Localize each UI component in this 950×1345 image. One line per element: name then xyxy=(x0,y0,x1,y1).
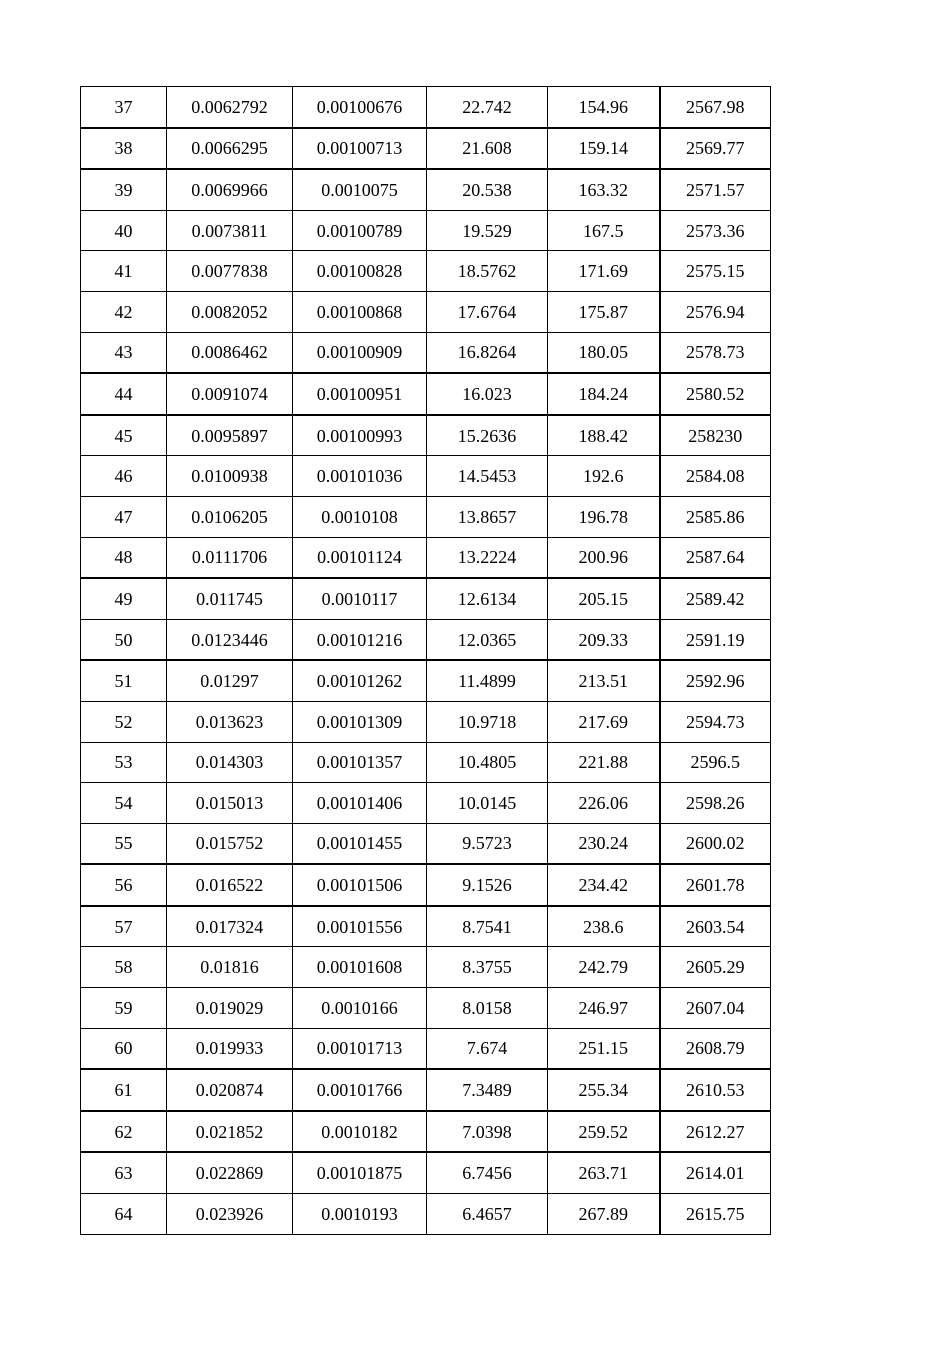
liquid-enthalpy-cell: 267.89 xyxy=(548,1194,660,1235)
pressure-cell: 0.021852 xyxy=(167,1111,293,1153)
vapor-specific-volume-cell: 16.023 xyxy=(427,373,548,415)
vapor-specific-volume-cell: 8.7541 xyxy=(427,906,548,947)
liquid-enthalpy-cell: 217.69 xyxy=(548,701,660,742)
pressure-cell: 0.015752 xyxy=(167,823,293,864)
liquid-specific-volume-cell: 0.00101713 xyxy=(293,1028,427,1069)
vapor-specific-volume-cell: 18.5762 xyxy=(427,251,548,292)
table-row xyxy=(81,988,771,1029)
pressure-cell: 0.0091074 xyxy=(167,373,293,415)
vapor-specific-volume-cell: 8.3755 xyxy=(427,947,548,988)
liquid-specific-volume-cell: 0.00101766 xyxy=(293,1069,427,1111)
pressure-cell: 0.019029 xyxy=(167,988,293,1029)
liquid-specific-volume-cell: 0.00101506 xyxy=(293,864,427,906)
pressure-cell: 0.0073811 xyxy=(167,210,293,251)
temperature-cell: 59 xyxy=(81,988,167,1029)
temperature-cell: 50 xyxy=(81,619,167,660)
vapor-enthalpy-cell: 2587.64 xyxy=(660,537,771,578)
table-row xyxy=(81,496,771,537)
pressure-cell: 0.0062792 xyxy=(167,87,293,128)
temperature-cell: 41 xyxy=(81,251,167,292)
vapor-enthalpy-cell: 2614.01 xyxy=(660,1152,771,1193)
vapor-enthalpy-cell: 2594.73 xyxy=(660,701,771,742)
temperature-cell: 56 xyxy=(81,864,167,906)
vapor-specific-volume-cell: 17.6764 xyxy=(427,291,548,332)
liquid-specific-volume-cell: 0.00101262 xyxy=(293,660,427,701)
vapor-enthalpy-cell: 2615.75 xyxy=(660,1194,771,1235)
liquid-specific-volume-cell: 0.00101124 xyxy=(293,537,427,578)
vapor-enthalpy-cell: 2607.04 xyxy=(660,988,771,1029)
vapor-specific-volume-cell: 9.5723 xyxy=(427,823,548,864)
table-row xyxy=(81,1194,771,1235)
vapor-enthalpy-cell: 2603.54 xyxy=(660,906,771,947)
pressure-cell: 0.017324 xyxy=(167,906,293,947)
liquid-enthalpy-cell: 163.32 xyxy=(548,169,660,210)
vapor-specific-volume-cell: 9.1526 xyxy=(427,864,548,906)
vapor-enthalpy-cell: 2585.86 xyxy=(660,496,771,537)
vapor-specific-volume-cell: 10.0145 xyxy=(427,783,548,824)
temperature-cell: 62 xyxy=(81,1111,167,1153)
vapor-specific-volume-cell: 15.2636 xyxy=(427,415,548,456)
liquid-enthalpy-cell: 213.51 xyxy=(548,660,660,701)
table-row xyxy=(81,783,771,824)
liquid-specific-volume-cell: 0.00100828 xyxy=(293,251,427,292)
vapor-specific-volume-cell: 7.674 xyxy=(427,1028,548,1069)
table-row xyxy=(81,415,771,456)
liquid-specific-volume-cell: 0.0010108 xyxy=(293,496,427,537)
vapor-enthalpy-cell: 2605.29 xyxy=(660,947,771,988)
liquid-enthalpy-cell: 175.87 xyxy=(548,291,660,332)
pressure-cell: 0.0095897 xyxy=(167,415,293,456)
temperature-cell: 57 xyxy=(81,906,167,947)
table-row xyxy=(81,373,771,415)
temperature-cell: 52 xyxy=(81,701,167,742)
table-row xyxy=(81,742,771,783)
table-row xyxy=(81,864,771,906)
vapor-enthalpy-cell: 2575.15 xyxy=(660,251,771,292)
liquid-enthalpy-cell: 154.96 xyxy=(548,87,660,128)
liquid-specific-volume-cell: 0.0010117 xyxy=(293,578,427,619)
pressure-cell: 0.0086462 xyxy=(167,332,293,373)
liquid-specific-volume-cell: 0.00100713 xyxy=(293,128,427,170)
liquid-specific-volume-cell: 0.00100951 xyxy=(293,373,427,415)
vapor-enthalpy-cell: 2601.78 xyxy=(660,864,771,906)
vapor-specific-volume-cell: 10.9718 xyxy=(427,701,548,742)
temperature-cell: 64 xyxy=(81,1194,167,1235)
pressure-cell: 0.0106205 xyxy=(167,496,293,537)
pressure-cell: 0.019933 xyxy=(167,1028,293,1069)
table-row xyxy=(81,128,771,170)
vapor-specific-volume-cell: 20.538 xyxy=(427,169,548,210)
liquid-specific-volume-cell: 0.00100868 xyxy=(293,291,427,332)
liquid-specific-volume-cell: 0.00101216 xyxy=(293,619,427,660)
vapor-specific-volume-cell: 13.8657 xyxy=(427,496,548,537)
table-row xyxy=(81,1028,771,1069)
pressure-cell: 0.022869 xyxy=(167,1152,293,1193)
temperature-cell: 51 xyxy=(81,660,167,701)
pressure-cell: 0.023926 xyxy=(167,1194,293,1235)
liquid-specific-volume-cell: 0.00101556 xyxy=(293,906,427,947)
pressure-cell: 0.0066295 xyxy=(167,128,293,170)
table-row xyxy=(81,906,771,947)
liquid-enthalpy-cell: 159.14 xyxy=(548,128,660,170)
table-row xyxy=(81,291,771,332)
liquid-specific-volume-cell: 0.0010182 xyxy=(293,1111,427,1153)
temperature-cell: 40 xyxy=(81,210,167,251)
vapor-specific-volume-cell: 6.4657 xyxy=(427,1194,548,1235)
vapor-enthalpy-cell: 2592.96 xyxy=(660,660,771,701)
vapor-specific-volume-cell: 16.8264 xyxy=(427,332,548,373)
vapor-enthalpy-cell: 2573.36 xyxy=(660,210,771,251)
vapor-enthalpy-cell: 2580.52 xyxy=(660,373,771,415)
liquid-specific-volume-cell: 0.00101406 xyxy=(293,783,427,824)
liquid-enthalpy-cell: 184.24 xyxy=(548,373,660,415)
vapor-specific-volume-cell: 21.608 xyxy=(427,128,548,170)
vapor-enthalpy-cell: 2571.57 xyxy=(660,169,771,210)
temperature-cell: 47 xyxy=(81,496,167,537)
table-row xyxy=(81,1069,771,1111)
vapor-specific-volume-cell: 11.4899 xyxy=(427,660,548,701)
temperature-cell: 39 xyxy=(81,169,167,210)
liquid-specific-volume-cell: 0.0010166 xyxy=(293,988,427,1029)
temperature-cell: 37 xyxy=(81,87,167,128)
liquid-enthalpy-cell: 209.33 xyxy=(548,619,660,660)
liquid-enthalpy-cell: 171.69 xyxy=(548,251,660,292)
liquid-enthalpy-cell: 234.42 xyxy=(548,864,660,906)
liquid-specific-volume-cell: 0.00101309 xyxy=(293,701,427,742)
pressure-cell: 0.016522 xyxy=(167,864,293,906)
liquid-enthalpy-cell: 263.71 xyxy=(548,1152,660,1193)
pressure-cell: 0.01816 xyxy=(167,947,293,988)
pressure-cell: 0.0100938 xyxy=(167,456,293,497)
table-row xyxy=(81,1152,771,1193)
pressure-cell: 0.015013 xyxy=(167,783,293,824)
vapor-enthalpy-cell: 2591.19 xyxy=(660,619,771,660)
liquid-enthalpy-cell: 200.96 xyxy=(548,537,660,578)
table-row xyxy=(81,619,771,660)
liquid-enthalpy-cell: 230.24 xyxy=(548,823,660,864)
pressure-cell: 0.0077838 xyxy=(167,251,293,292)
temperature-cell: 58 xyxy=(81,947,167,988)
liquid-enthalpy-cell: 242.79 xyxy=(548,947,660,988)
liquid-specific-volume-cell: 0.00101875 xyxy=(293,1152,427,1193)
vapor-specific-volume-cell: 12.0365 xyxy=(427,619,548,660)
vapor-enthalpy-cell: 2567.98 xyxy=(660,87,771,128)
vapor-enthalpy-cell: 2612.27 xyxy=(660,1111,771,1153)
table-row xyxy=(81,332,771,373)
liquid-specific-volume-cell: 0.00101608 xyxy=(293,947,427,988)
temperature-cell: 60 xyxy=(81,1028,167,1069)
table-row xyxy=(81,823,771,864)
temperature-cell: 43 xyxy=(81,332,167,373)
table-row xyxy=(81,701,771,742)
vapor-enthalpy-cell: 2589.42 xyxy=(660,578,771,619)
table-row xyxy=(81,251,771,292)
vapor-enthalpy-cell: 258230 xyxy=(660,415,771,456)
liquid-specific-volume-cell: 0.0010075 xyxy=(293,169,427,210)
table-row xyxy=(81,169,771,210)
liquid-enthalpy-cell: 167.5 xyxy=(548,210,660,251)
liquid-specific-volume-cell: 0.00100909 xyxy=(293,332,427,373)
table-row xyxy=(81,456,771,497)
vapor-enthalpy-cell: 2584.08 xyxy=(660,456,771,497)
vapor-specific-volume-cell: 7.3489 xyxy=(427,1069,548,1111)
table-row xyxy=(81,947,771,988)
temperature-cell: 44 xyxy=(81,373,167,415)
pressure-cell: 0.0111706 xyxy=(167,537,293,578)
liquid-specific-volume-cell: 0.00100993 xyxy=(293,415,427,456)
temperature-cell: 45 xyxy=(81,415,167,456)
liquid-specific-volume-cell: 0.00100676 xyxy=(293,87,427,128)
liquid-enthalpy-cell: 226.06 xyxy=(548,783,660,824)
liquid-enthalpy-cell: 180.05 xyxy=(548,332,660,373)
liquid-specific-volume-cell: 0.00101357 xyxy=(293,742,427,783)
pressure-cell: 0.0123446 xyxy=(167,619,293,660)
temperature-cell: 42 xyxy=(81,291,167,332)
vapor-specific-volume-cell: 22.742 xyxy=(427,87,548,128)
liquid-enthalpy-cell: 259.52 xyxy=(548,1111,660,1153)
liquid-specific-volume-cell: 0.0010193 xyxy=(293,1194,427,1235)
vapor-specific-volume-cell: 14.5453 xyxy=(427,456,548,497)
pressure-cell: 0.011745 xyxy=(167,578,293,619)
liquid-enthalpy-cell: 255.34 xyxy=(548,1069,660,1111)
temperature-cell: 61 xyxy=(81,1069,167,1111)
table-row xyxy=(81,87,771,128)
temperature-cell: 49 xyxy=(81,578,167,619)
table-body xyxy=(81,87,771,1235)
liquid-specific-volume-cell: 0.00100789 xyxy=(293,210,427,251)
table-row xyxy=(81,210,771,251)
table-row xyxy=(81,1111,771,1153)
liquid-enthalpy-cell: 246.97 xyxy=(548,988,660,1029)
vapor-specific-volume-cell: 8.0158 xyxy=(427,988,548,1029)
table-row xyxy=(81,660,771,701)
liquid-enthalpy-cell: 196.78 xyxy=(548,496,660,537)
steam-property-table xyxy=(80,86,771,1235)
temperature-cell: 63 xyxy=(81,1152,167,1193)
temperature-cell: 46 xyxy=(81,456,167,497)
pressure-cell: 0.020874 xyxy=(167,1069,293,1111)
temperature-cell: 48 xyxy=(81,537,167,578)
pressure-cell: 0.014303 xyxy=(167,742,293,783)
pressure-cell: 0.013623 xyxy=(167,701,293,742)
vapor-specific-volume-cell: 19.529 xyxy=(427,210,548,251)
liquid-enthalpy-cell: 188.42 xyxy=(548,415,660,456)
vapor-enthalpy-cell: 2569.77 xyxy=(660,128,771,170)
temperature-cell: 55 xyxy=(81,823,167,864)
pressure-cell: 0.0082052 xyxy=(167,291,293,332)
liquid-enthalpy-cell: 238.6 xyxy=(548,906,660,947)
liquid-enthalpy-cell: 251.15 xyxy=(548,1028,660,1069)
temperature-cell: 53 xyxy=(81,742,167,783)
table-row xyxy=(81,578,771,619)
pressure-cell: 0.0069966 xyxy=(167,169,293,210)
vapor-enthalpy-cell: 2598.26 xyxy=(660,783,771,824)
vapor-enthalpy-cell: 2610.53 xyxy=(660,1069,771,1111)
liquid-enthalpy-cell: 205.15 xyxy=(548,578,660,619)
liquid-specific-volume-cell: 0.00101455 xyxy=(293,823,427,864)
vapor-enthalpy-cell: 2596.5 xyxy=(660,742,771,783)
vapor-enthalpy-cell: 2600.02 xyxy=(660,823,771,864)
vapor-specific-volume-cell: 6.7456 xyxy=(427,1152,548,1193)
temperature-cell: 54 xyxy=(81,783,167,824)
vapor-specific-volume-cell: 7.0398 xyxy=(427,1111,548,1153)
liquid-enthalpy-cell: 221.88 xyxy=(548,742,660,783)
table-row xyxy=(81,537,771,578)
liquid-enthalpy-cell: 192.6 xyxy=(548,456,660,497)
temperature-cell: 38 xyxy=(81,128,167,170)
pressure-cell: 0.01297 xyxy=(167,660,293,701)
vapor-specific-volume-cell: 13.2224 xyxy=(427,537,548,578)
vapor-enthalpy-cell: 2608.79 xyxy=(660,1028,771,1069)
vapor-enthalpy-cell: 2578.73 xyxy=(660,332,771,373)
vapor-enthalpy-cell: 2576.94 xyxy=(660,291,771,332)
vapor-specific-volume-cell: 12.6134 xyxy=(427,578,548,619)
vapor-specific-volume-cell: 10.4805 xyxy=(427,742,548,783)
liquid-specific-volume-cell: 0.00101036 xyxy=(293,456,427,497)
